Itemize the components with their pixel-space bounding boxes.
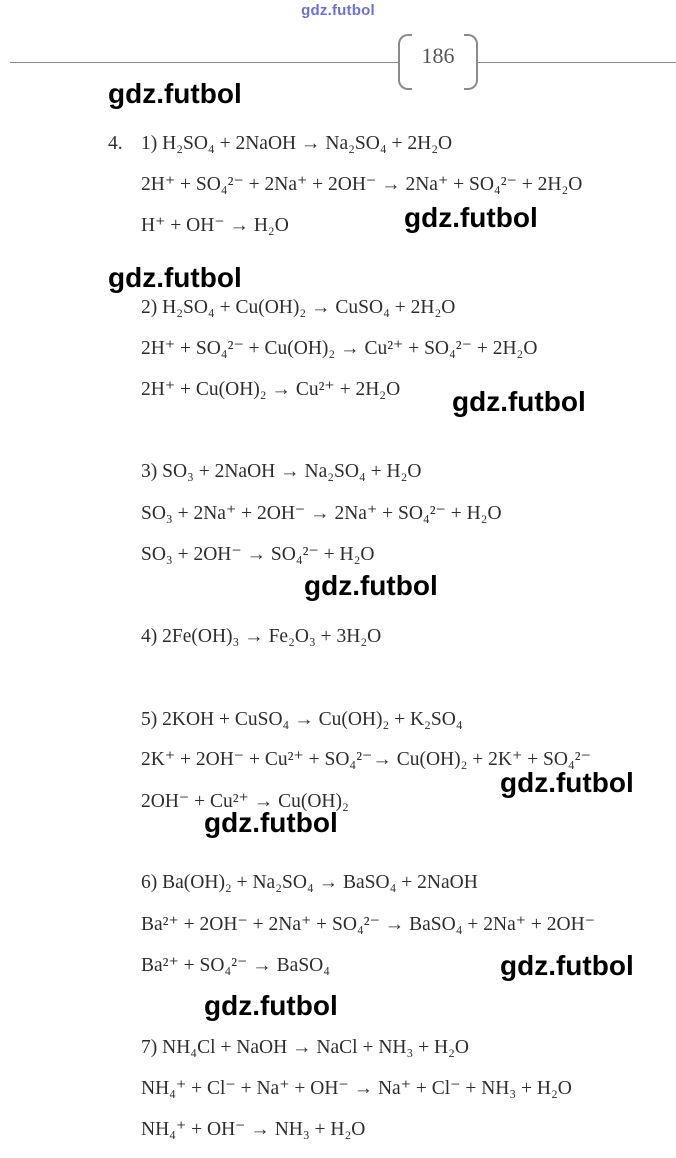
watermark: gdz.futbol (204, 990, 338, 1021)
equation-1-molecular: 1) H₂SO₄ + 2NaOH → Na₂SO₄ + 2H₂O (141, 133, 453, 154)
equation-1-full-ionic: 2H⁺ + SO₄²⁻ + 2Na⁺ + 2OH⁻ → 2Na⁺ + SO₄²⁻ + 2H₂O (141, 174, 583, 195)
equation-6-short-ionic: Ba²⁺ + SO₄²⁻ → BaSO₄ (141, 955, 331, 976)
equation-6-full-ionic: Ba²⁺ + 2OH⁻ + 2Na⁺ + SO₄²⁻ → BaSO₄ + 2Na⁺ + 2OH⁻ (141, 914, 596, 935)
site-watermark-top: gdz.futbol (301, 2, 375, 19)
equation-7-full-ionic: NH₄⁺ + Cl⁻ + Na⁺ + OH⁻ → Na⁺ + Cl⁻ + NH₃ + H₂O (141, 1078, 572, 1099)
equation-4-molecular: 4) 2Fe(OH)₃ → Fe₂O₃ + 3H₂O (141, 626, 382, 647)
watermark: gdz.futbol (304, 570, 438, 601)
page-number: 186 (421, 43, 455, 68)
equation-1-short-ionic: H⁺ + OH⁻ → H₂O (141, 215, 289, 236)
watermark: gdz.futbol (108, 78, 242, 109)
equation-7-molecular: 7) NH₄Cl + NaOH → NaCl + NH₃ + H₂O (141, 1037, 469, 1058)
equation-7-short-ionic: NH₄⁺ + OH⁻ → NH₃ + H₂O (141, 1119, 366, 1140)
task-number: 4. (108, 133, 123, 154)
equation-2-short-ionic: 2H⁺ + Cu(OH)₂ → Cu²⁺ + 2H₂O (141, 379, 401, 400)
watermark: gdz.futbol (452, 386, 586, 417)
header-rule-left (10, 62, 398, 63)
equation-5-full-ionic: 2K⁺ + 2OH⁻ + Cu²⁺ + SO₄²⁻→ Cu(OH)₂ + 2K⁺ + SO₄²⁻ (141, 749, 591, 770)
watermark: gdz.futbol (404, 202, 538, 233)
equation-5-molecular: 5) 2KOH + CuSO₄ → Cu(OH)₂ + K₂SO₄ (141, 709, 463, 730)
header-rule-right (478, 62, 676, 63)
equation-3-full-ionic: SO₃ + 2Na⁺ + 2OH⁻ → 2Na⁺ + SO₄²⁻ + H₂O (141, 503, 502, 524)
equation-2-molecular: 2) H₂SO₄ + Cu(OH)₂ → CuSO₄ + 2H₂O (141, 297, 456, 318)
equation-3-short-ionic: SO₃ + 2OH⁻ → SO₄²⁻ + H₂O (141, 544, 375, 565)
equation-6-molecular: 6) Ba(OH)₂ + Na₂SO₄ → BaSO₄ + 2NaOH (141, 872, 478, 893)
watermark: gdz.futbol (108, 262, 242, 293)
watermark: gdz.futbol (204, 807, 338, 838)
watermark: gdz.futbol (500, 767, 634, 798)
watermark: gdz.futbol (500, 950, 634, 981)
equation-3-molecular: 3) SO₃ + 2NaOH → Na₂SO₄ + H₂O (141, 461, 422, 482)
equation-2-full-ionic: 2H⁺ + SO₄²⁻ + Cu(OH)₂ → Cu²⁺ + SO₄²⁻ + 2H₂O (141, 338, 538, 359)
equation-5-short-ionic: 2OH⁻ + Cu²⁺ → Cu(OH)₂ (141, 791, 349, 812)
